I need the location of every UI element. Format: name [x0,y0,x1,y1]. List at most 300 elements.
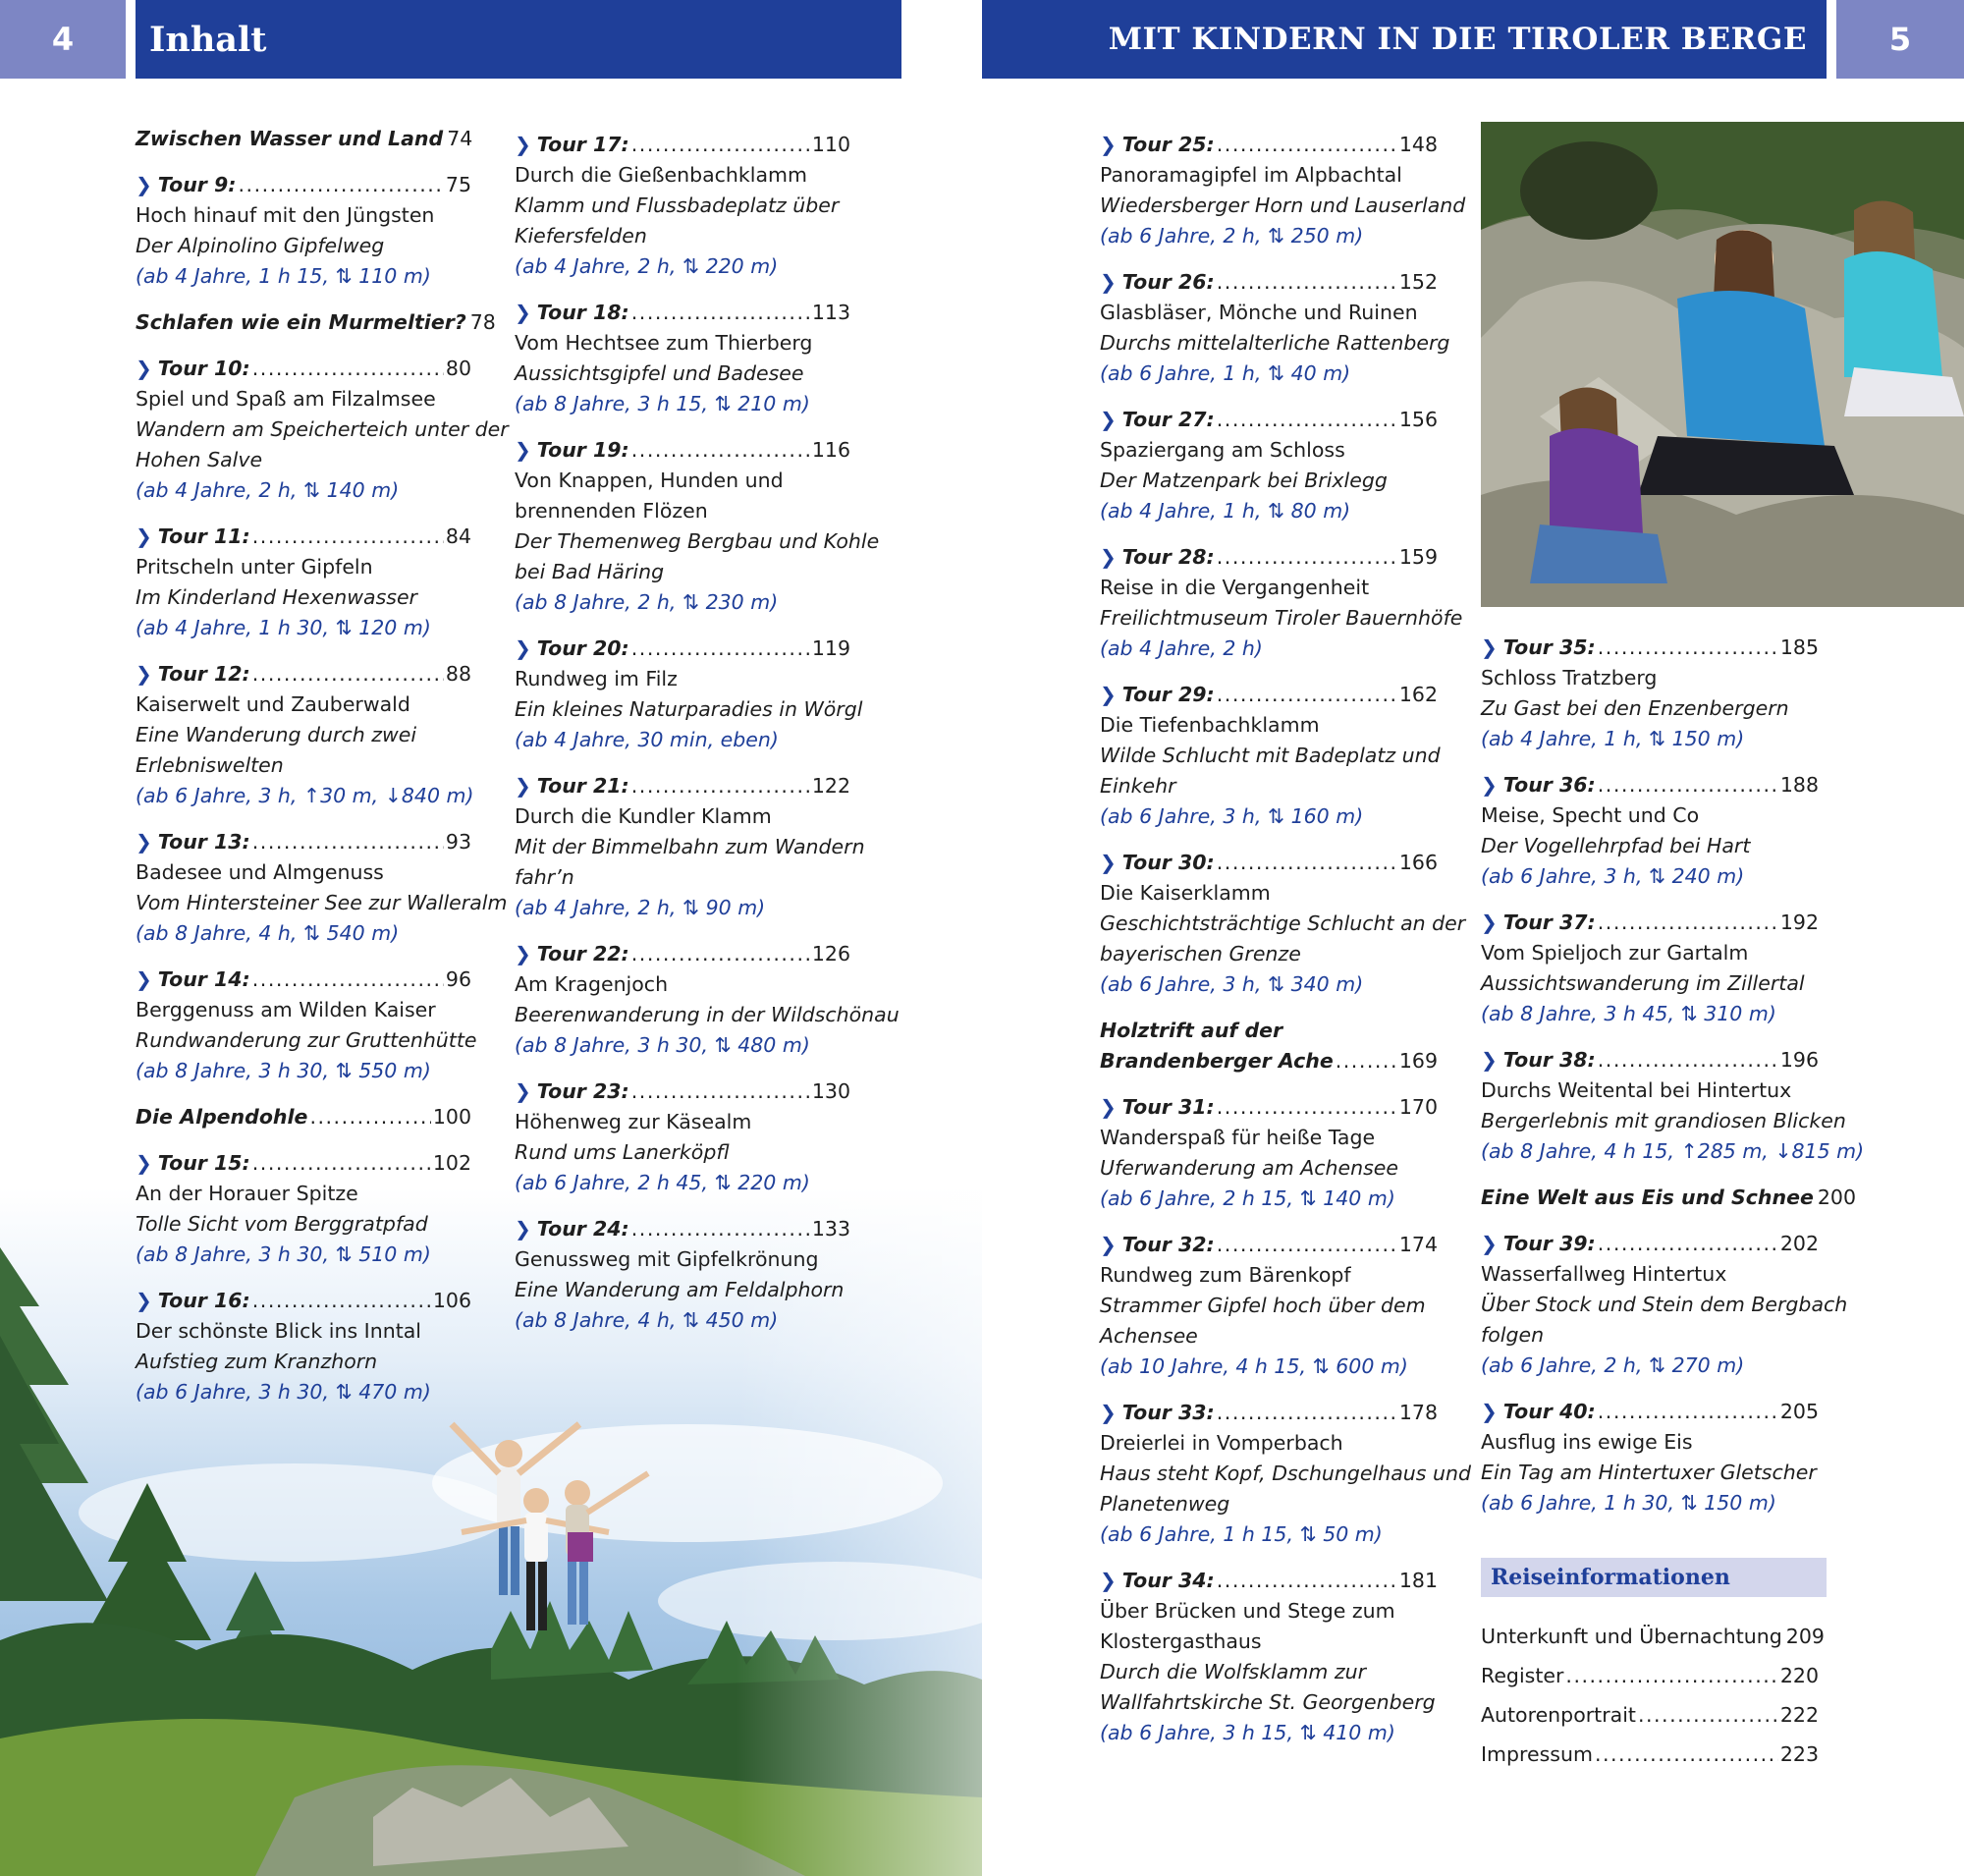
toc-tour-entry [1481,1397,1819,1518]
tour-subtitle: Aussichtswanderung im Zillertal [1481,971,1805,995]
tour-heading-link[interactable] [515,1076,850,1107]
chevron-right-icon: ❯ [1100,1095,1117,1119]
entry-label: Unterkunft und Übernachtung [1481,1625,1782,1648]
tour-heading-link[interactable] [136,354,471,384]
toc-tour-entry [136,1148,471,1270]
entry-label: Tour 10: [157,357,250,380]
tour-meta: (ab 6 Jahre, 1 h 15, ⇅ 50 m) [1100,1522,1383,1546]
leader-dots [1598,770,1778,800]
toc-tour-entry [1100,1230,1438,1382]
tour-heading-link[interactable] [136,170,471,200]
tour-heading-link[interactable] [1100,542,1438,573]
tour-title: Vom Hechtsee zum Thierberg [515,331,813,355]
chevron-right-icon: ❯ [1481,773,1498,797]
tour-meta: (ab 4 Jahre, 30 min, eben) [515,728,779,751]
tour-heading-link[interactable] [515,1214,850,1244]
tour-heading-link[interactable] [515,939,850,969]
tour-subtitle: Rund ums Lanerköpfl [515,1140,730,1164]
reise-item-link[interactable] [1481,1656,1819,1695]
tour-title: Wasserfallweg Hintertux [1481,1262,1727,1286]
tour-subtitle: Geschichtsträchtige Schlucht an der [1100,911,1466,935]
section-title: Holztrift auf der [1100,1019,1283,1042]
tour-subtitle: Im Kinderland Hexenwasser [136,585,417,609]
page-number: 196 [1779,1048,1819,1072]
tour-subtitle: Durch die Wolfsklamm zur [1100,1660,1366,1683]
chevron-right-icon: ❯ [1100,1233,1117,1256]
tour-meta: (ab 6 Jahre, 3 h, ↑30 m, ↓840 m) [136,784,474,807]
tour-meta: (ab 8 Jahre, 4 h 15, ↑285 m, ↓815 m) [1481,1139,1865,1163]
toc-tour-entry [515,1076,850,1198]
toc-tour-entry [136,659,474,811]
leader-dots [1217,267,1397,298]
page-number: 170 [1398,1095,1438,1119]
tour-title: Die Tiefenbachklamm [1100,713,1320,737]
tour-title: Wanderspaß für heiße Tage [1100,1126,1376,1149]
tour-subtitle: Tolle Sicht vom Berggratpfad [136,1212,428,1236]
page-number: 178 [1398,1401,1438,1424]
tour-title: Rundweg zum Bärenkopf [1100,1263,1351,1287]
leader-dots [1598,1045,1778,1076]
entry-label: Die Alpendohle [136,1105,308,1129]
tour-heading-link[interactable] [1481,1045,1819,1076]
entry-label: Tour 12: [157,662,250,686]
leader-dots [1598,1229,1778,1259]
tour-subtitle: Hohen Salve [136,448,263,471]
tour-meta: (ab 6 Jahre, 3 h 30, ⇅ 470 m) [136,1380,431,1404]
leader-dots [1217,1398,1397,1428]
tour-heading-link[interactable] [1100,130,1438,160]
tour-title: Ausflug ins ewige Eis [1481,1430,1693,1454]
tour-heading-link[interactable] [515,435,850,466]
page-number: 200 [1817,1186,1857,1209]
tour-heading-link[interactable] [1100,848,1438,878]
entry-label: Tour 14: [157,967,250,991]
toc-tour-entry [515,771,865,923]
entry-label: Tour 21: [536,774,629,798]
tour-heading-link[interactable] [136,1148,471,1179]
tour-meta: (ab 8 Jahre, 3 h 30, ⇅ 510 m) [136,1242,431,1266]
leader-dots [1217,405,1397,435]
tour-meta: (ab 4 Jahre, 1 h 15, ⇅ 110 m) [136,264,431,288]
toc-tour-entry [1100,130,1466,251]
tour-meta: (ab 6 Jahre, 3 h, ⇅ 160 m) [1100,804,1364,828]
page-number: 100 [432,1105,471,1129]
page-number: 159 [1398,545,1438,569]
chevron-right-icon: ❯ [1100,133,1117,156]
tour-subtitle: bei Bad Häring [515,560,665,583]
entry-label: Tour 15: [157,1151,250,1175]
leader-dots [631,939,810,969]
tour-title: Kaiserwelt und Zauberwald [136,692,410,716]
page-number: 106 [432,1289,471,1312]
tour-subtitle: Bergerlebnis mit grandiosen Blicken [1481,1109,1846,1132]
chevron-right-icon: ❯ [136,357,152,380]
leader-dots [1598,908,1778,938]
toc-tour-entry [515,130,850,282]
entry-label: Tour 35: [1502,635,1596,659]
tour-subtitle: Achensee [1100,1324,1198,1348]
toc-tour-entry [515,634,863,755]
page-number: 148 [1398,133,1438,156]
chevron-right-icon: ❯ [515,1079,531,1103]
entry-label: Tour 28: [1121,545,1215,569]
leader-dots [631,298,810,328]
tour-subtitle: Klamm und Flussbadeplatz über [515,193,840,217]
tour-subtitle: Wallfahrtskirche St. Georgenberg [1100,1690,1436,1714]
entry-label: Tour 25: [1121,133,1215,156]
tour-subtitle: Erlebniswelten [136,753,284,777]
chevron-right-icon: ❯ [1100,683,1117,706]
tour-title: Schloss Tratzberg [1481,666,1658,690]
entry-label: Tour 16: [157,1289,250,1312]
children-on-rocks-photo [1481,122,1964,607]
tour-subtitle: Durchs mittelalterliche Rattenberg [1100,331,1450,355]
tour-heading-link[interactable] [1481,908,1819,938]
reise-item-link[interactable] [1481,1695,1819,1735]
page-number: 119 [811,636,850,660]
leader-dots [252,1148,431,1179]
tour-meta: (ab 8 Jahre, 3 h 30, ⇅ 550 m) [136,1059,431,1082]
tour-meta: (ab 4 Jahre, 1 h 30, ⇅ 120 m) [136,616,431,639]
tour-title: Höhenweg zur Käsealm [515,1110,752,1133]
reiseinformationen-list [1481,1617,1825,1774]
section-heading-link[interactable] [136,124,471,154]
chevron-right-icon: ❯ [136,967,152,991]
tour-meta: (ab 4 Jahre, 2 h) [1100,636,1263,660]
tour-meta: (ab 4 Jahre, 2 h, ⇅ 140 m) [136,478,400,502]
leader-dots [631,435,810,466]
chevron-right-icon: ❯ [1100,408,1117,431]
chevron-right-icon: ❯ [1481,1232,1498,1255]
tour-heading-link[interactable] [136,965,471,995]
tour-heading-link[interactable] [1481,633,1819,663]
tour-title: Durch die Gießenbachklamm [515,163,807,187]
section-heading-link[interactable] [136,1102,471,1132]
entry-label: Tour 36: [1502,773,1596,797]
entry-label: Tour 39: [1502,1232,1596,1255]
page-number: 93 [445,830,471,854]
tour-subtitle: Freilichtmuseum Tiroler Bauernhöfe [1100,606,1463,630]
toc-tour-entry [1481,1045,1865,1167]
tour-heading-link[interactable] [1100,1398,1438,1428]
leader-dots [1217,1566,1397,1596]
tour-title: Der schönste Blick ins Inntal [136,1319,421,1343]
tour-meta: (ab 6 Jahre, 1 h 30, ⇅ 150 m) [1481,1491,1776,1515]
entry-label: Zwischen Wasser und Land [136,127,444,150]
reise-item-link[interactable] [1481,1617,1825,1656]
entry-label: Brandenberger Ache [1100,1049,1334,1073]
leader-dots [252,522,444,552]
page-number: 116 [811,438,850,462]
tour-subtitle: Wandern am Speicherteich unter der [136,417,509,441]
page-number: 222 [1779,1703,1819,1727]
section-heading-link[interactable] [136,307,496,338]
leader-dots [1598,633,1778,663]
tour-meta: (ab 4 Jahre, 2 h, ⇅ 90 m) [515,896,766,919]
entry-label: Tour 27: [1121,408,1215,431]
tour-title: Genussweg mit Gipfelkrönung [515,1247,819,1271]
tour-heading-link[interactable] [1100,1092,1438,1123]
toc-tour-entry [1100,1566,1438,1748]
section-heading-link[interactable] [1100,1046,1438,1076]
tour-subtitle: Rundwanderung zur Gruttenhütte [136,1028,477,1052]
leader-dots [1598,1397,1778,1427]
leader-dots [1217,130,1397,160]
page-number: 166 [1398,851,1438,874]
tour-subtitle: Vom Hintersteiner See zur Walleralm [136,891,508,914]
chevron-right-icon: ❯ [515,1217,531,1241]
leader-dots [631,1214,810,1244]
entry-label: Eine Welt aus Eis und Schnee [1481,1186,1814,1209]
toc-tour-entry [1100,1092,1438,1214]
entry-label: Tour 30: [1121,851,1215,874]
reise-item-link[interactable] [1481,1735,1819,1774]
tour-heading-link[interactable] [1100,1230,1438,1260]
chevron-right-icon: ❯ [136,524,152,548]
tour-meta: (ab 8 Jahre, 4 h, ⇅ 540 m) [136,921,400,945]
toc-tour-entry [515,939,900,1061]
leader-dots [631,1076,810,1107]
page-number: 96 [445,967,471,991]
leader-dots [1217,680,1397,710]
tour-subtitle: Planetenweg [1100,1492,1230,1516]
tour-title: Reise in die Vergangenheit [1100,576,1370,599]
toc-tour-entry [1481,1229,1848,1381]
entry-label: Tour 11: [157,524,250,548]
tour-subtitle: Haus steht Kopf, Dschungelhaus und [1100,1462,1471,1485]
right-page-number: 5 [1836,0,1964,79]
tour-subtitle: Kiefersfelden [515,224,647,248]
page-number: 152 [1398,270,1438,294]
page-number: 188 [1779,773,1819,797]
entry-label: Tour 22: [536,942,629,966]
toc-column-3 [1100,130,1471,1764]
leader-dots [1217,542,1397,573]
tour-subtitle: Zu Gast bei den Enzenbergern [1481,696,1789,720]
toc-tour-entry [1481,908,1819,1029]
page-number: 192 [1779,910,1819,934]
tour-meta: (ab 4 Jahre, 1 h, ⇅ 150 m) [1481,727,1745,750]
tour-title: An der Horauer Spitze [136,1182,358,1205]
page-number: 75 [445,173,471,196]
tour-subtitle: Uferwanderung am Achensee [1100,1156,1398,1180]
tour-title: Hoch hinauf mit den Jüngsten [136,203,435,227]
tour-heading-link[interactable] [136,522,471,552]
toc-tour-entry [1100,1398,1471,1550]
page-number: 84 [445,524,471,548]
leader-dots [1217,1092,1397,1123]
leader-dots [1595,1735,1778,1774]
toc-tour-entry [515,435,880,618]
leader-dots [1217,1230,1397,1260]
tour-heading-link[interactable] [136,1286,471,1316]
chevron-right-icon: ❯ [515,133,531,156]
entry-label: Tour 23: [536,1079,629,1103]
tour-meta: (ab 6 Jahre, 3 h, ⇅ 340 m) [1100,972,1364,996]
toc-tour-entry [136,354,509,506]
leader-dots [252,659,444,690]
chevron-right-icon: ❯ [1481,1048,1498,1072]
chevron-right-icon: ❯ [1481,635,1498,659]
toc-column-4 [1481,633,1865,1534]
entry-label: Tour 9: [157,173,237,196]
toc-tour-entry [136,965,477,1086]
chevron-right-icon: ❯ [1481,910,1498,934]
tour-title: Durchs Weitental bei Hintertux [1481,1078,1792,1102]
tour-heading-link[interactable] [136,659,471,690]
tour-meta: (ab 8 Jahre, 3 h 15, ⇅ 210 m) [515,392,810,415]
page-number: 130 [811,1079,850,1103]
tour-heading-link[interactable] [1100,405,1438,435]
tour-meta: (ab 6 Jahre, 3 h 15, ⇅ 410 m) [1100,1721,1395,1744]
tour-subtitle: Ein Tag am Hintertuxer Gletscher [1481,1461,1817,1484]
entry-label: Tour 37: [1502,910,1596,934]
tour-subtitle: Einkehr [1100,774,1176,798]
toc-column-1 [136,124,509,1423]
chevron-right-icon: ❯ [1481,1400,1498,1423]
page-number: 185 [1779,635,1819,659]
tour-heading-link[interactable] [136,827,471,857]
toc-section-entry [1100,1016,1438,1076]
tour-subtitle: Strammer Gipfel hoch über dem [1100,1294,1426,1317]
chevron-right-icon: ❯ [136,1151,152,1175]
tour-heading-link[interactable] [1100,1566,1438,1596]
page-number: 133 [811,1217,850,1241]
chevron-right-icon: ❯ [515,774,531,798]
entry-label: Tour 38: [1502,1048,1596,1072]
tour-title: Klostergasthaus [1100,1629,1262,1653]
chevron-right-icon: ❯ [1100,851,1117,874]
section-heading-link[interactable] [1481,1183,1857,1213]
tour-heading-link[interactable] [515,298,850,328]
page-number: 122 [811,774,850,798]
toc-section-entry [136,124,471,154]
tour-meta: (ab 8 Jahre, 3 h 30, ⇅ 480 m) [515,1033,810,1057]
entry-label: Autorenportrait [1481,1703,1636,1727]
tour-heading-link[interactable] [515,771,850,801]
tour-meta: (ab 6 Jahre, 2 h, ⇅ 270 m) [1481,1353,1745,1377]
toc-column-2 [515,130,900,1352]
tour-subtitle: bayerischen Grenze [1100,942,1301,966]
tour-heading-link[interactable] [1481,770,1819,800]
entry-label: Tour 31: [1121,1095,1215,1119]
tour-subtitle: Ein kleines Naturparadies in Wörgl [515,697,863,721]
toc-tour-entry [515,298,850,419]
tour-heading-link[interactable] [515,130,850,160]
tour-subtitle: Mit der Bimmelbahn zum Wandern [515,835,865,858]
page-number: 80 [445,357,471,380]
tour-heading-link[interactable] [1481,1229,1819,1259]
leader-dots [239,170,444,200]
tour-meta: (ab 6 Jahre, 2 h 45, ⇅ 220 m) [515,1171,810,1194]
entry-label: Schlafen wie ein Murmeltier? [136,310,466,334]
left-page-title [136,0,901,79]
chevron-right-icon: ❯ [1100,545,1117,569]
leader-dots [309,1102,430,1132]
chevron-right-icon: ❯ [515,942,531,966]
tour-title: Dreierlei in Vomperbach [1100,1431,1343,1455]
tour-subtitle: Wiedersberger Horn und Lauserland [1100,193,1466,217]
page-number: 181 [1398,1569,1438,1592]
page-number: 209 [1785,1625,1825,1648]
tour-title: Am Kragenjoch [515,972,669,996]
right-title-text: MIT KINDERN IN DIE TIROLER BERGE [1108,22,1807,57]
chevron-right-icon: ❯ [1100,1401,1117,1424]
tour-subtitle: folgen [1481,1323,1545,1347]
tour-meta: (ab 8 Jahre, 4 h, ⇅ 450 m) [515,1308,779,1332]
tour-title: Rundweg im Filz [515,667,678,690]
toc-tour-entry [1100,680,1441,832]
entry-label: Tour 40: [1502,1400,1596,1423]
tour-title: Die Kaiserklamm [1100,881,1271,905]
entry-label: Tour 29: [1121,683,1215,706]
tour-title: Über Brücken und Stege zum [1100,1599,1395,1623]
tour-title: Badesee und Almgenuss [136,860,384,884]
tour-heading-link[interactable] [515,634,850,664]
tour-title: Spiel und Spaß am Filzalmsee [136,387,436,411]
page-number: 202 [1779,1232,1819,1255]
tour-meta: (ab 8 Jahre, 3 h 45, ⇅ 310 m) [1481,1002,1776,1025]
page-number: 162 [1398,683,1438,706]
toc-tour-entry [136,170,471,292]
tour-meta: (ab 6 Jahre, 3 h, ⇅ 240 m) [1481,864,1745,888]
leader-dots [1336,1046,1397,1076]
entry-label: Tour 32: [1121,1233,1215,1256]
tour-heading-link[interactable] [1100,267,1438,298]
left-title-text: Inhalt [149,19,267,60]
page-number: 223 [1779,1742,1819,1766]
chevron-right-icon: ❯ [136,662,152,686]
page-number: 102 [432,1151,471,1175]
page-number: 174 [1398,1233,1438,1256]
page-number: 156 [1398,408,1438,431]
tour-subtitle: Aussichtsgipfel und Badesee [515,361,804,385]
left-page-number: 4 [0,0,126,79]
toc-tour-entry [1100,542,1463,664]
toc-section-entry [1481,1183,1857,1213]
tour-subtitle: Über Stock und Stein dem Bergbach [1481,1293,1848,1316]
tour-subtitle: Der Alpinolino Gipfelweg [136,234,385,257]
tour-subtitle: Aufstieg zum Kranzhorn [136,1350,378,1373]
tour-heading-link[interactable] [1481,1397,1819,1427]
tour-title: Vom Spieljoch zur Gartalm [1481,941,1749,965]
tour-meta: (ab 4 Jahre, 1 h, ⇅ 80 m) [1100,499,1351,523]
leader-dots [1565,1656,1777,1695]
tour-meta: (ab 6 Jahre, 2 h, ⇅ 250 m) [1100,224,1364,248]
tour-subtitle: Beerenwanderung in der Wildschönau [515,1003,900,1026]
leader-dots [252,1286,431,1316]
toc-tour-entry [1481,770,1819,892]
leader-dots [631,130,810,160]
page-number: 220 [1779,1664,1819,1687]
toc-tour-entry [136,522,471,643]
page-number: 74 [447,127,473,150]
page-number: 88 [445,662,471,686]
toc-tour-entry [515,1214,850,1336]
toc-tour-entry [136,827,508,949]
chevron-right-icon: ❯ [136,830,152,854]
tour-heading-link[interactable] [1100,680,1438,710]
leader-dots [631,634,810,664]
tour-subtitle: Eine Wanderung am Feldalphorn [515,1278,845,1301]
entry-label: Tour 13: [157,830,250,854]
tour-meta: (ab 10 Jahre, 4 h 15, ⇅ 600 m) [1100,1354,1408,1378]
tour-meta: (ab 6 Jahre, 2 h 15, ⇅ 140 m) [1100,1186,1395,1210]
leader-dots [252,354,444,384]
page-number: 113 [811,301,850,324]
entry-label: Tour 24: [536,1217,629,1241]
tour-meta: (ab 8 Jahre, 2 h, ⇅ 230 m) [515,590,779,614]
